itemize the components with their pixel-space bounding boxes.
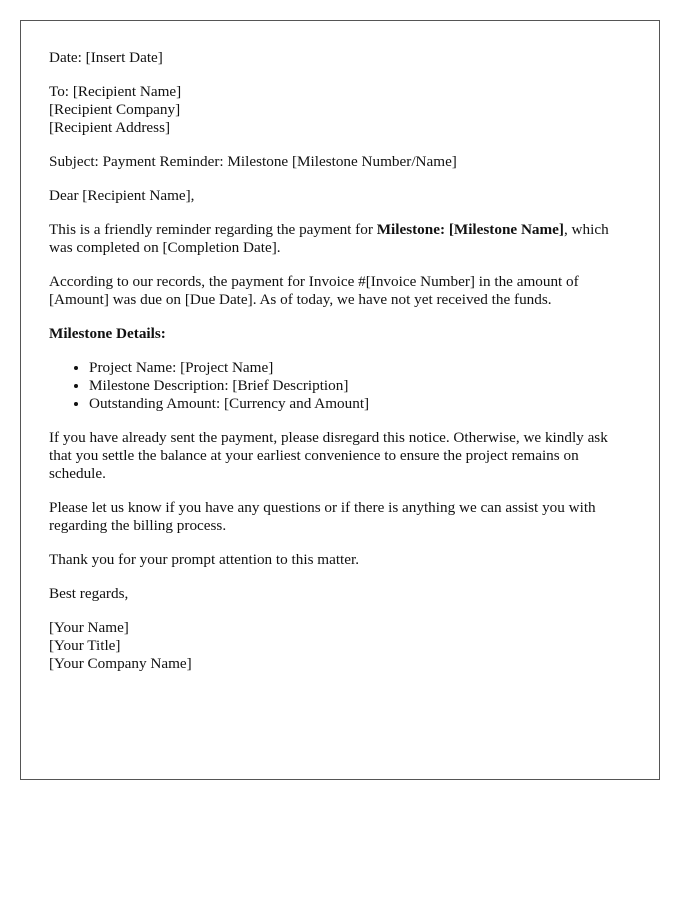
milestone-details-list [49,359,631,413]
recipient-company: [Recipient Company] [49,101,181,118]
date-line: Date: [Insert Date] [49,49,163,66]
date-block [49,49,631,67]
signature-company: [Your Company Name] [49,655,192,672]
signature-block [49,619,631,673]
salutation-block [49,187,631,205]
detail-milestone-description: • Milestone Description: [Brief Description] [89,377,631,395]
reminder-text-before: This is a friendly reminder regarding the payment for [49,221,377,238]
salutation: Dear [Recipient Name], [49,187,195,204]
thank-you-paragraph: Thank you for your prompt attention to this matter. [49,551,360,568]
letter-document [20,20,660,780]
closing-block [49,585,631,603]
recipient-block [49,83,631,137]
detail-outstanding-amount: • Outstanding Amount: [Currency and Amount] [89,395,631,413]
recipient-address: [Recipient Address] [49,119,171,136]
signature-title: [Your Title] [49,637,121,654]
recipient-name: To: [Recipient Name] [49,83,182,100]
subject-line: Subject: Payment Reminder: Milestone [Milestone Number/Name] [49,153,457,170]
subject-block [49,153,631,171]
questions-paragraph: Please let us know if you have any questions or if there is anything we can assist you with regarding the billing process. [49,499,596,534]
invoice-paragraph: According to our records, the payment for Invoice #[Invoice Number] in the amount of [Amount] was due on [Due Date]. As of today, we have not yet received the funds. [49,273,579,308]
milestone-details-heading: Milestone Details: [49,325,166,342]
detail-project-name: • Project Name: [Project Name] [89,359,631,377]
signature-name: [Your Name] [49,619,129,636]
reminder-text-after: , which was completed on [Completion Date]. [49,221,609,256]
disregard-paragraph: If you have already sent the payment, please disregard this notice. Otherwise, we kindly ask that you settle the balance at your earliest convenience to ensure the project remains on schedule. [49,429,608,482]
milestone-name-bold: Milestone: [Milestone Name] [376,221,564,238]
reminder-paragraph [49,221,631,257]
closing: Best regards, [49,585,129,602]
